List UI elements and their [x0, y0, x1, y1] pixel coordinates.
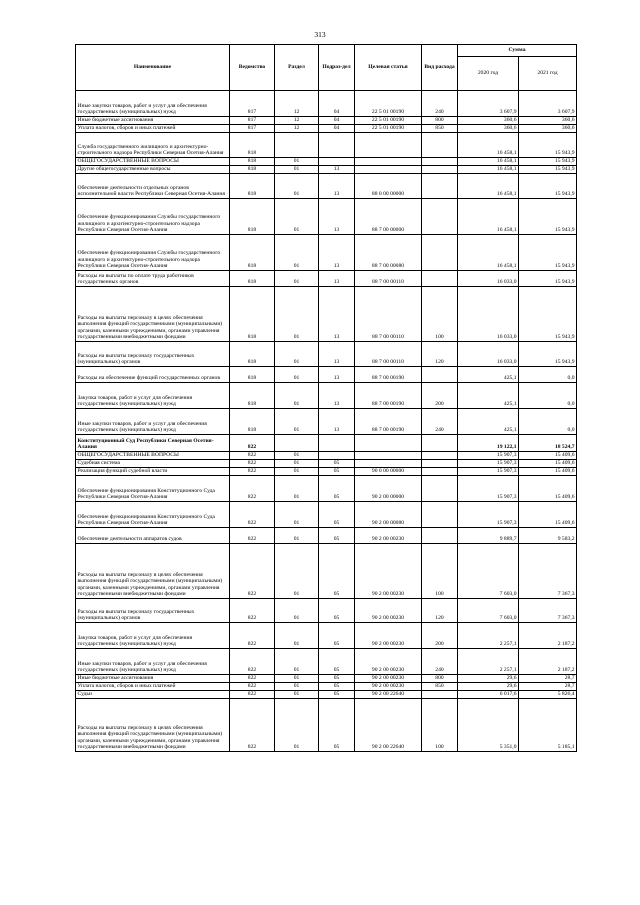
table-row	[76, 166, 577, 174]
cell-name: Иные бюджетные ассигнования	[76, 117, 230, 125]
cell-2021: 0,0	[519, 409, 577, 435]
cell-section: 01	[275, 544, 319, 599]
cell-ministry: 818	[230, 166, 275, 174]
cell-section: 01	[275, 675, 319, 683]
header-sum: Сумма	[458, 45, 577, 57]
cell-subsection: 13	[319, 166, 355, 174]
cell-2020: 16 458,1	[458, 199, 519, 235]
table-row	[76, 675, 577, 683]
cell-name: Конституционный Суд Республики Северная Осетия-Алания	[76, 435, 230, 452]
cell-subsection: 05	[319, 623, 355, 649]
cell-name: Иные закупки товаров, работ и услуг для обеспечения государственных (муниципальных) нужд	[76, 409, 230, 435]
cell-subsection: 13	[319, 409, 355, 435]
cell-2020: 16 458,1	[458, 166, 519, 174]
cell-subsection: 05	[319, 544, 355, 599]
cell-section: 01	[275, 235, 319, 271]
cell-name: Расходы на выплаты персоналу государственных (муниципальных) органов	[76, 342, 230, 367]
cell-ministry: 822	[230, 599, 275, 623]
cell-expense-type: 100	[422, 287, 458, 342]
cell-expense-type: 240	[422, 409, 458, 435]
cell-ministry: 822	[230, 452, 275, 460]
cell-subsection: 13	[319, 271, 355, 287]
cell-ministry: 818	[230, 383, 275, 409]
table-header	[76, 45, 577, 91]
cell-2020: 16 458,1	[458, 158, 519, 166]
cell-2020: 16 033,0	[458, 271, 519, 287]
table-row	[76, 199, 577, 235]
cell-ministry: 822	[230, 699, 275, 752]
cell-name: Закупка товаров, работ и услуг для обеспечения государственных (муниципальных) нужд	[76, 383, 230, 409]
cell-target	[355, 133, 422, 158]
table-row	[76, 409, 577, 435]
cell-name: Иные бюджетные ассигнования	[76, 675, 230, 683]
cell-2021: 15 943,9	[519, 199, 577, 235]
cell-section: 01	[275, 452, 319, 460]
cell-2020: 5 351,0	[458, 699, 519, 752]
cell-ministry: 822	[230, 460, 275, 468]
cell-2020: 15 907,3	[458, 476, 519, 502]
cell-section: 01	[275, 367, 319, 383]
cell-ministry: 818	[230, 367, 275, 383]
cell-ministry: 818	[230, 409, 275, 435]
cell-subsection	[319, 452, 355, 460]
cell-2020: 9 889,7	[458, 528, 519, 544]
cell-target: 90 2 00 22640	[355, 691, 422, 699]
cell-expense-type: 120	[422, 599, 458, 623]
table-row	[76, 435, 577, 452]
cell-target: 90 2 00 00080	[355, 502, 422, 528]
cell-2021: 7 367,3	[519, 599, 577, 623]
table-row	[76, 476, 577, 502]
cell-name: ОБЩЕГОСУДАРСТВЕННЫЕ ВОПРОСЫ	[76, 452, 230, 460]
cell-subsection: 05	[319, 699, 355, 752]
table-row	[76, 452, 577, 460]
cell-target: 88 7 00 00190	[355, 409, 422, 435]
cell-ministry: 817	[230, 91, 275, 117]
cell-2021: 15 943,9	[519, 174, 577, 199]
cell-2020: 425,1	[458, 409, 519, 435]
cell-target: 90 2 00 00230	[355, 528, 422, 544]
cell-2021: 15 409,6	[519, 476, 577, 502]
cell-ministry: 822	[230, 649, 275, 675]
cell-target: 22 5 01 00190	[355, 125, 422, 133]
cell-2020: 2 257,1	[458, 623, 519, 649]
cell-name: Закупка товаров, работ и услуг для обеспечения государственных (муниципальных) нужд	[76, 623, 230, 649]
cell-ministry: 818	[230, 133, 275, 158]
cell-target: 88 7 00 00110	[355, 271, 422, 287]
cell-2020: 15 907,3	[458, 468, 519, 476]
cell-ministry: 818	[230, 235, 275, 271]
cell-ministry: 822	[230, 683, 275, 691]
table-row	[76, 133, 577, 158]
cell-name: Реализация функций судебной власти	[76, 468, 230, 476]
cell-2020: 360,6	[458, 117, 519, 125]
cell-name: Судьи	[76, 691, 230, 699]
cell-section: 12	[275, 91, 319, 117]
cell-subsection: 05	[319, 476, 355, 502]
cell-2021: 5 185,1	[519, 699, 577, 752]
cell-expense-type	[422, 367, 458, 383]
cell-expense-type: 240	[422, 91, 458, 117]
cell-subsection: 13	[319, 199, 355, 235]
cell-2020: 425,1	[458, 367, 519, 383]
cell-2021: 15 409,6	[519, 468, 577, 476]
cell-name: ОБЩЕГОСУДАРСТВЕННЫЕ ВОПРОСЫ	[76, 158, 230, 166]
table-row	[76, 367, 577, 383]
cell-target: 90 2 00 00230	[355, 683, 422, 691]
cell-ministry: 822	[230, 623, 275, 649]
cell-2021: 15 943,9	[519, 235, 577, 271]
cell-subsection: 13	[319, 235, 355, 271]
cell-target: 90 0 00 00000	[355, 468, 422, 476]
cell-expense-type	[422, 271, 458, 287]
cell-section: 01	[275, 476, 319, 502]
cell-2021: 28,7	[519, 675, 577, 683]
cell-target	[355, 435, 422, 452]
cell-name: Обеспечение функционирования Службы государственного жилищного и архитектурно-строительного надзора Республики Северная Осетия-Алания	[76, 235, 230, 271]
cell-expense-type	[422, 452, 458, 460]
cell-ministry: 822	[230, 691, 275, 699]
cell-2021: 15 409,6	[519, 452, 577, 460]
cell-target	[355, 166, 422, 174]
table-row	[76, 383, 577, 409]
cell-2020: 15 907,3	[458, 452, 519, 460]
cell-ministry: 822	[230, 544, 275, 599]
cell-expense-type	[422, 199, 458, 235]
cell-section: 01	[275, 502, 319, 528]
cell-name: Расходы на выплаты по оплате труда работников государственных органов	[76, 271, 230, 287]
cell-subsection: 13	[319, 342, 355, 367]
cell-expense-type: 100	[422, 699, 458, 752]
cell-expense-type: 240	[422, 649, 458, 675]
cell-2020: 19 122,1	[458, 435, 519, 452]
cell-ministry: 817	[230, 125, 275, 133]
cell-2020: 7 603,0	[458, 599, 519, 623]
cell-2021: 15 409,6	[519, 502, 577, 528]
cell-subsection	[319, 133, 355, 158]
cell-section	[275, 133, 319, 158]
cell-target: 90 2 00 00000	[355, 476, 422, 502]
cell-expense-type	[422, 235, 458, 271]
cell-section: 01	[275, 683, 319, 691]
cell-name: Судебная система	[76, 460, 230, 468]
cell-section: 01	[275, 468, 319, 476]
cell-2020: 29,6	[458, 683, 519, 691]
cell-section: 01	[275, 174, 319, 199]
cell-subsection: 05	[319, 691, 355, 699]
cell-expense-type: 100	[422, 544, 458, 599]
cell-ministry: 822	[230, 675, 275, 683]
cell-expense-type: 120	[422, 342, 458, 367]
cell-subsection: 05	[319, 528, 355, 544]
cell-2021: 18 524,7	[519, 435, 577, 452]
cell-subsection	[319, 158, 355, 166]
cell-name: Служба государственного жилищного и архитектурно-строительного надзора Республики Северная Осетия-Алания	[76, 133, 230, 158]
cell-subsection: 13	[319, 174, 355, 199]
table-row	[76, 460, 577, 468]
cell-section: 01	[275, 158, 319, 166]
cell-ministry: 818	[230, 199, 275, 235]
cell-2020: 7 603,0	[458, 544, 519, 599]
header-2020: 2020 год	[458, 57, 519, 91]
cell-expense-type: 850	[422, 683, 458, 691]
cell-target: 90 2 00 00230	[355, 675, 422, 683]
cell-2021: 15 943,9	[519, 287, 577, 342]
cell-target: 90 2 00 00230	[355, 544, 422, 599]
cell-name: Расходы на выплаты персоналу в целях обеспечения выполнения функций государственными (муниципальными) органами, казенными учреждениями, органами управления государственными внебюджетными фондами	[76, 287, 230, 342]
cell-target: 22 5 01 00190	[355, 91, 422, 117]
header-expense-type: Вид расхода	[422, 45, 458, 91]
cell-ministry: 818	[230, 342, 275, 367]
cell-name: Расходы на выплаты персоналу в целях обеспечения выполнения функций государственными (муниципальными) органами, казенными учреждениями, органами управления государственными внебюджетными фондами	[76, 544, 230, 599]
cell-subsection	[319, 435, 355, 452]
cell-name: Иные закупки товаров, работ и услуг для обеспечения государственных (муниципальных) нужд	[76, 91, 230, 117]
cell-subsection: 05	[319, 599, 355, 623]
cell-2021: 15 409,6	[519, 460, 577, 468]
cell-section: 01	[275, 166, 319, 174]
table-row	[76, 174, 577, 199]
cell-section: 01	[275, 342, 319, 367]
table-body	[76, 91, 577, 752]
cell-name: Уплата налогов, сборов и иных платежей	[76, 125, 230, 133]
table-row	[76, 623, 577, 649]
cell-expense-type	[422, 460, 458, 468]
cell-2021: 28,7	[519, 683, 577, 691]
cell-expense-type	[422, 502, 458, 528]
table-row	[76, 528, 577, 544]
cell-subsection: 05	[319, 460, 355, 468]
cell-section	[275, 435, 319, 452]
cell-2020: 15 907,3	[458, 460, 519, 468]
cell-target: 88 7 00 00110	[355, 287, 422, 342]
cell-2021: 7 367,3	[519, 544, 577, 599]
cell-ministry: 822	[230, 476, 275, 502]
cell-2021: 15 943,9	[519, 166, 577, 174]
cell-target: 88 7 00 00190	[355, 367, 422, 383]
cell-ministry: 818	[230, 158, 275, 166]
cell-expense-type: 200	[422, 623, 458, 649]
cell-target: 88 7 00 00080	[355, 235, 422, 271]
page-number: 313	[314, 30, 326, 39]
cell-expense-type	[422, 476, 458, 502]
table-row	[76, 691, 577, 699]
header-section: Раздел	[275, 45, 319, 91]
cell-target	[355, 158, 422, 166]
cell-section: 01	[275, 691, 319, 699]
cell-ministry: 822	[230, 435, 275, 452]
cell-expense-type: 800	[422, 675, 458, 683]
table-row	[76, 599, 577, 623]
cell-2021: 2 187,2	[519, 623, 577, 649]
cell-2020: 425,1	[458, 383, 519, 409]
table-row	[76, 125, 577, 133]
cell-expense-type: 850	[422, 125, 458, 133]
cell-subsection: 04	[319, 91, 355, 117]
cell-section: 01	[275, 460, 319, 468]
cell-expense-type: 800	[422, 117, 458, 125]
cell-section: 01	[275, 528, 319, 544]
cell-name: Расходы на выплаты персоналу государственных (муниципальных) органов	[76, 599, 230, 623]
cell-subsection: 13	[319, 367, 355, 383]
cell-section: 01	[275, 623, 319, 649]
header-2021: 2021 год	[519, 57, 577, 91]
cell-2021: 5 826,4	[519, 691, 577, 699]
cell-subsection: 05	[319, 683, 355, 691]
cell-2021: 15 943,9	[519, 158, 577, 166]
cell-name: Обеспечение функционирования Конституционного Суда Республики Северная Осетия-Алания	[76, 476, 230, 502]
header-ministry: Ведомство	[230, 45, 275, 91]
cell-target: 88 0 00 00000	[355, 174, 422, 199]
budget-table	[75, 44, 577, 752]
cell-subsection: 13	[319, 287, 355, 342]
table-row	[76, 683, 577, 691]
cell-subsection: 05	[319, 468, 355, 476]
cell-section: 01	[275, 383, 319, 409]
cell-target: 90 2 00 00230	[355, 599, 422, 623]
cell-expense-type	[422, 133, 458, 158]
cell-name: Уплата налогов, сборов и иных платежей	[76, 683, 230, 691]
cell-name: Иные закупки товаров, работ и услуг для обеспечения государственных (муниципальных) нужд	[76, 649, 230, 675]
table-row	[76, 649, 577, 675]
cell-target	[355, 460, 422, 468]
cell-section: 01	[275, 271, 319, 287]
cell-target	[355, 452, 422, 460]
cell-expense-type	[422, 528, 458, 544]
cell-2020: 16 458,1	[458, 235, 519, 271]
cell-2020: 16 458,1	[458, 133, 519, 158]
cell-ministry: 818	[230, 287, 275, 342]
cell-target: 90 2 00 00230	[355, 649, 422, 675]
cell-2021: 360,6	[519, 125, 577, 133]
cell-target: 88 7 00 00190	[355, 383, 422, 409]
cell-name: Расходы на выплаты персоналу в целях обеспечения выполнения функций государственными (муниципальными) органами, казенными учреждениями, органами управления государственными внебюджетными фондами	[76, 699, 230, 752]
cell-2020: 16 033,0	[458, 342, 519, 367]
cell-section: 01	[275, 287, 319, 342]
cell-ministry: 818	[230, 271, 275, 287]
cell-expense-type	[422, 691, 458, 699]
table-row	[76, 342, 577, 367]
table-row	[76, 158, 577, 166]
header-name: Наименование	[76, 45, 230, 91]
cell-subsection: 04	[319, 125, 355, 133]
header-subsection: Подраз-дел	[319, 45, 355, 91]
cell-section: 12	[275, 117, 319, 125]
cell-ministry: 822	[230, 468, 275, 476]
cell-2020: 15 907,3	[458, 502, 519, 528]
cell-subsection: 05	[319, 649, 355, 675]
cell-2020: 29,6	[458, 675, 519, 683]
cell-subsection: 05	[319, 675, 355, 683]
cell-2021: 0,0	[519, 383, 577, 409]
table-row	[76, 544, 577, 599]
cell-subsection: 04	[319, 117, 355, 125]
cell-2021: 9 583,2	[519, 528, 577, 544]
cell-name: Обеспечение функционирования Конституционного Суда Республики Северная Осетия-Алания	[76, 502, 230, 528]
cell-subsection: 13	[319, 383, 355, 409]
cell-2021: 2 187,2	[519, 649, 577, 675]
cell-expense-type	[422, 435, 458, 452]
cell-expense-type: 200	[422, 383, 458, 409]
cell-2020: 2 257,1	[458, 649, 519, 675]
cell-2021: 0,0	[519, 367, 577, 383]
cell-section: 01	[275, 649, 319, 675]
cell-2020: 360,6	[458, 125, 519, 133]
cell-expense-type	[422, 166, 458, 174]
cell-ministry: 817	[230, 117, 275, 125]
cell-name: Обеспечение функционирования Службы государственного жилищного и архитектурно-строительного надзора Республики Северная Осетия-Алания	[76, 199, 230, 235]
cell-target: 90 2 00 00230	[355, 623, 422, 649]
cell-section: 12	[275, 125, 319, 133]
cell-expense-type	[422, 158, 458, 166]
cell-2021: 15 943,9	[519, 271, 577, 287]
cell-ministry: 818	[230, 174, 275, 199]
cell-target: 88 7 00 00000	[355, 199, 422, 235]
cell-2021: 15 943,9	[519, 133, 577, 158]
cell-section: 01	[275, 409, 319, 435]
cell-2020: 3 607,9	[458, 91, 519, 117]
table-row	[76, 91, 577, 117]
cell-2021: 15 943,9	[519, 342, 577, 367]
cell-2021: 3 607,9	[519, 91, 577, 117]
table-row	[76, 287, 577, 342]
cell-ministry: 822	[230, 502, 275, 528]
cell-section: 01	[275, 599, 319, 623]
cell-target: 22 5 01 00190	[355, 117, 422, 125]
table-row	[76, 468, 577, 476]
cell-name: Обеспечение деятельности аппаратов судов	[76, 528, 230, 544]
table-row	[76, 117, 577, 125]
cell-name: Расходы на обеспечение функций государственных органов	[76, 367, 230, 383]
table-row	[76, 235, 577, 271]
cell-2020: 6 017,6	[458, 691, 519, 699]
cell-2020: 16 458,1	[458, 174, 519, 199]
cell-2020: 16 033,0	[458, 287, 519, 342]
table-row	[76, 502, 577, 528]
cell-expense-type	[422, 468, 458, 476]
cell-2021: 360,6	[519, 117, 577, 125]
table-row	[76, 699, 577, 752]
cell-section: 01	[275, 699, 319, 752]
cell-target: 90 2 00 22640	[355, 699, 422, 752]
table-row	[76, 271, 577, 287]
cell-expense-type	[422, 174, 458, 199]
cell-name: Обеспечение деятельности отдельных органов исполнительной власти Республики Северная Осетия-Алания	[76, 174, 230, 199]
cell-section: 01	[275, 199, 319, 235]
cell-name: Другие общегосударственные вопросы	[76, 166, 230, 174]
cell-target: 88 7 00 00110	[355, 342, 422, 367]
header-target: Целевая статья	[355, 45, 422, 91]
cell-ministry: 822	[230, 528, 275, 544]
cell-subsection: 05	[319, 502, 355, 528]
